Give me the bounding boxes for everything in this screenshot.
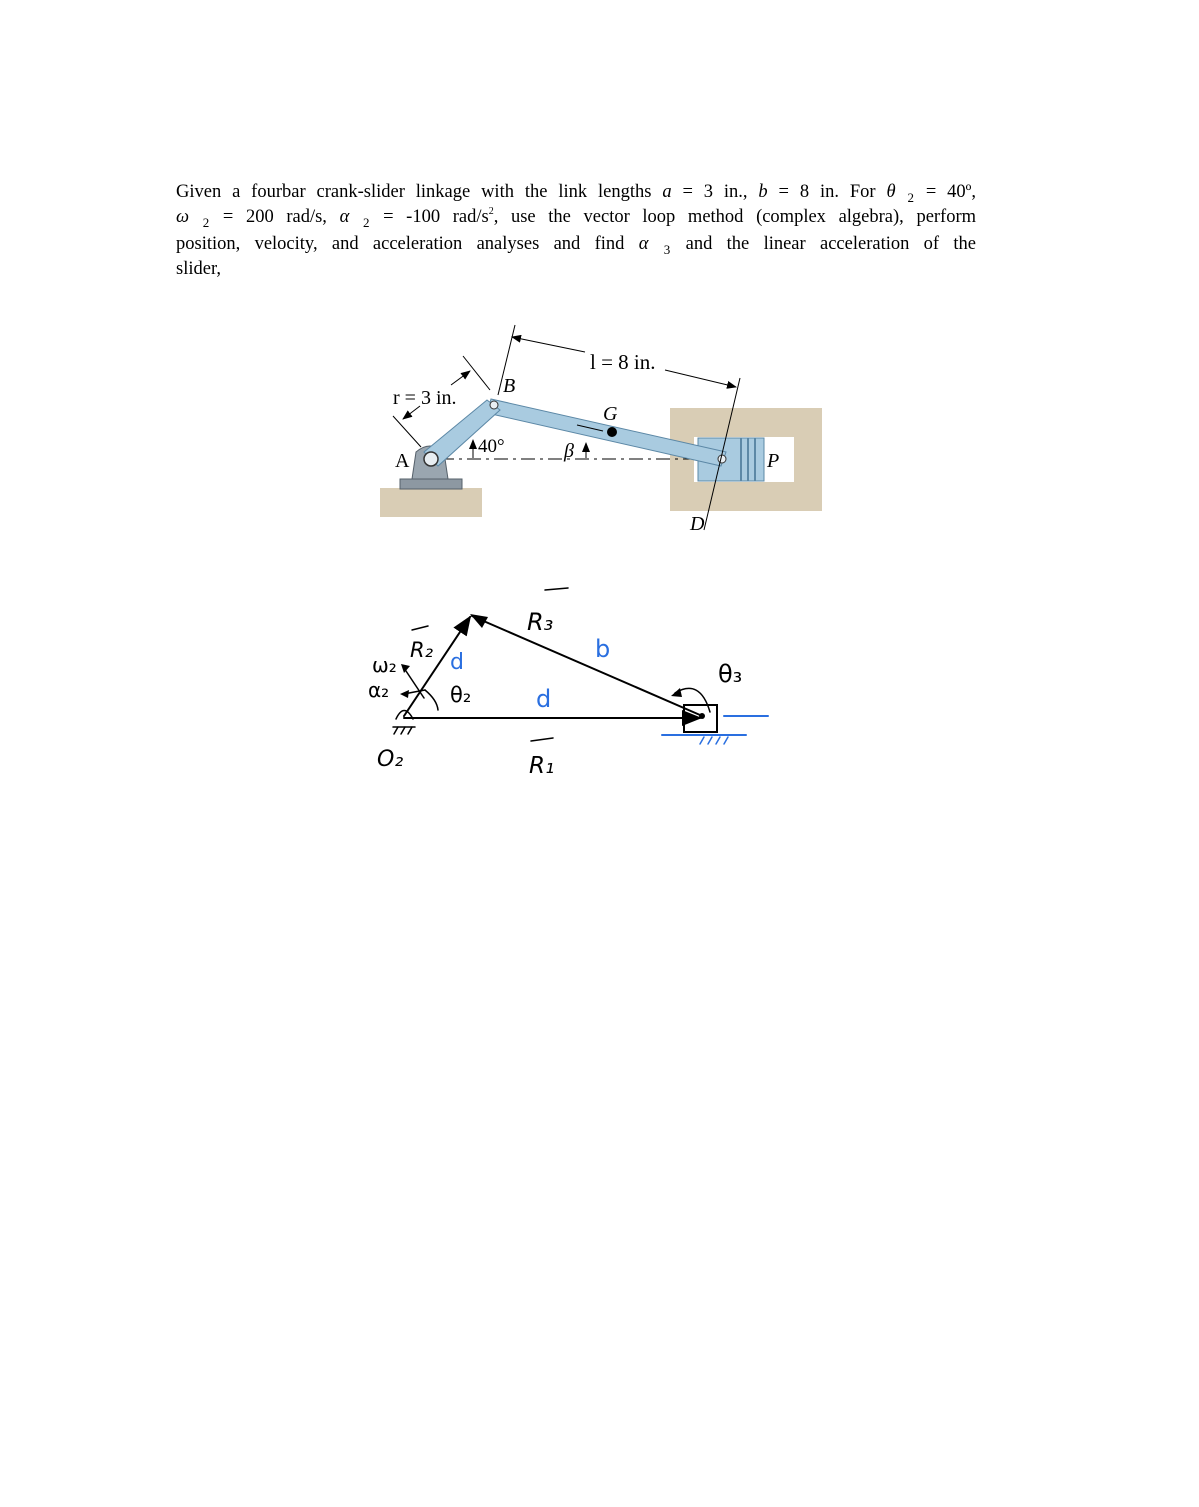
problem-line-2: ω $_2$ = 200 rad/s, α $_2$ = -100 rad/$s^2$, use the vector loop method (complex algebra), perform — [176, 206, 977, 230]
dim-arrow-r-top — [451, 371, 470, 385]
R2-overbar — [412, 626, 428, 630]
pin-A — [424, 452, 438, 466]
omega2-arrowhead — [401, 664, 410, 673]
label-d-mid: d — [536, 685, 552, 713]
dim-arrow-l-right — [665, 370, 736, 387]
label-P: P — [767, 450, 780, 472]
label-R3: R₃ — [527, 608, 554, 636]
slider-pin — [699, 713, 705, 719]
label-O2: O₂ — [377, 747, 404, 772]
label-R1: R₁ — [529, 753, 555, 779]
theta2-arc — [425, 690, 438, 710]
vector-R3-head — [470, 614, 488, 628]
dimension-l: l = 8 in. — [590, 350, 656, 374]
label-D: D — [690, 513, 705, 535]
pin-D — [718, 455, 726, 463]
label-beta: β — [564, 440, 574, 462]
alpha2-arrowhead — [400, 690, 409, 698]
label-b: b — [595, 635, 611, 663]
label-G: G — [603, 403, 618, 425]
label-alpha2: α₂ — [368, 678, 390, 702]
label-omega2: ω₂ — [372, 653, 397, 677]
theta3-arrowhead — [671, 688, 682, 697]
problem-line-3: position, velocity, and acceleration analyses and find α $_3$ and the linear acceleration of the — [176, 234, 976, 257]
label-d-left: d — [450, 650, 464, 675]
ground-block — [380, 488, 482, 517]
label-B: B — [503, 375, 516, 397]
crank-slider-illustration — [380, 325, 822, 535]
R3-overbar — [545, 588, 568, 590]
vector-R3 — [472, 616, 700, 715]
problem-line-4: slider, — [176, 259, 221, 279]
label-R2: R₂ — [410, 638, 434, 662]
ground-hatch-right — [700, 737, 728, 744]
vector-loop-sketch — [368, 588, 768, 779]
R1-overbar — [531, 738, 553, 741]
dim-arrow-l-left — [512, 337, 585, 352]
dim-ext-r-bottom — [393, 416, 421, 447]
pin-B — [490, 401, 498, 409]
pivot-base — [400, 479, 462, 489]
dimension-r: r = 3 in. — [393, 387, 457, 409]
label-theta2: θ₂ — [450, 683, 472, 707]
pivot-O2-hatch — [394, 727, 412, 734]
angle-40-label: 40° — [478, 436, 505, 457]
problem-line-1: Given a fourbar crank-slider linkage with the link lengths a = 3 in., b = 8 in. For θ $_2$ = 40º, — [176, 182, 977, 205]
label-theta3: θ₃ — [718, 660, 743, 688]
center-of-mass-G — [607, 427, 617, 437]
label-A: A — [395, 450, 410, 472]
